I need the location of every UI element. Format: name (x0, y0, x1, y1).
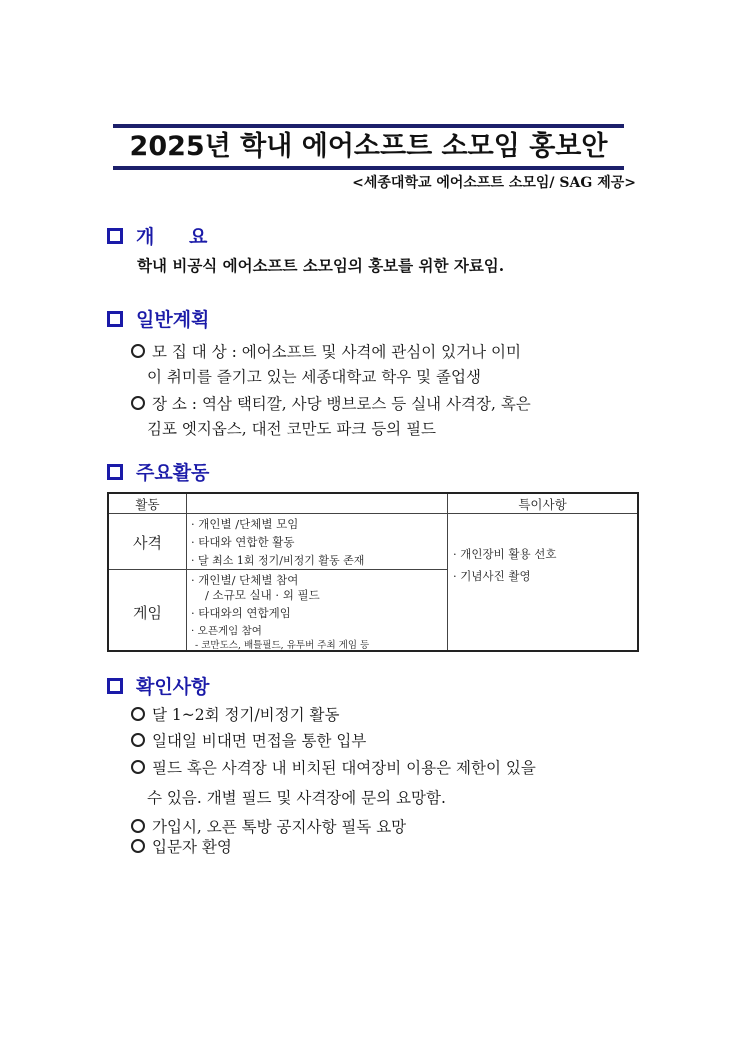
item-text: 가입시, 오픈 톡방 공지사항 필독 요망 (152, 818, 407, 836)
section-main-activities-heading (107, 458, 209, 485)
section-title: 주요활동 (136, 462, 210, 484)
document-subtitle: <세종대학교 에어소프트 소모임/ SAG 제공> (352, 175, 636, 191)
hollow-circle-bullet-icon (131, 819, 145, 833)
table-cell-detail: · 개인별/ 단체별 참여 (191, 573, 299, 587)
item-text: 장 소 : 역삼 택티깔, 사당 뱅브로스 등 실내 사격장, 혹은 (152, 395, 531, 413)
hollow-circle-bullet-icon (131, 733, 145, 747)
item-text: 필드 혹은 사격장 내 비치된 대여장비 이용은 제한이 있을 (152, 759, 536, 777)
item-text: 달 1~2회 정기/비정기 활동 (152, 706, 340, 724)
list-item (131, 340, 521, 364)
item-text: 모 집 대 상 : 에어소프트 및 사격에 관심이 있거나 이미 (152, 343, 521, 361)
table-row-label: 게임 (133, 604, 162, 622)
table-cell-detail: - 코만도스, 배틀필드, 유투버 주최 게임 등 (195, 640, 370, 651)
item-text: 입문자 환영 (152, 838, 232, 856)
activities-table (107, 492, 639, 652)
table-cell-note: · 개인장비 활용 선호 (453, 547, 557, 561)
overview-body: 학내 비공식 에어소프트 소모임의 홍보를 위한 자료임. (137, 256, 505, 275)
section-checklist-heading (107, 672, 209, 699)
hollow-square-icon (107, 678, 123, 694)
table-row-label: 사격 (133, 534, 162, 552)
item-text: 일대일 비대면 면접을 통한 입부 (152, 732, 367, 750)
section-title: 일반계획 (136, 309, 210, 331)
hollow-circle-bullet-icon (131, 344, 145, 358)
section-general-plan-heading (107, 305, 209, 332)
list-item-continuation: 수 있음. 개별 필드 및 사격장에 문의 요망함. (147, 789, 446, 807)
hollow-circle-bullet-icon (131, 707, 145, 721)
table-cell-detail: · 달 최소 1회 정기/비정기 활동 존재 (191, 554, 365, 567)
hollow-square-icon (107, 464, 123, 480)
row-divider (109, 569, 448, 570)
section-overview-heading (107, 222, 221, 249)
hollow-circle-bullet-icon (131, 839, 145, 853)
list-item (131, 756, 536, 780)
header-divider (109, 513, 637, 514)
table-cell-detail: · 오픈게임 참여 (191, 625, 262, 637)
table-cell-note: · 기념사진 촬영 (453, 569, 531, 583)
hollow-square-icon (107, 311, 123, 327)
list-item (131, 703, 339, 727)
list-item (131, 729, 366, 753)
table-header-notes: 특이사항 (518, 497, 567, 512)
list-item-continuation: 이 취미를 즐기고 있는 세종대학교 학우 및 졸업생 (147, 368, 481, 386)
list-item (131, 835, 232, 859)
table-cell-detail: / 소규모 실내 · 외 필드 (205, 588, 320, 602)
column-divider (186, 494, 187, 650)
list-item (131, 392, 531, 416)
table-header-activity: 활동 (135, 497, 160, 512)
hollow-circle-bullet-icon (131, 396, 145, 410)
document-title: 2025년 학내 에어소프트 소모임 홍보안 (129, 131, 608, 162)
section-title: 확인사항 (136, 676, 210, 698)
column-divider (447, 494, 448, 650)
section-title: 개 요 (136, 226, 222, 248)
list-item-continuation: 김포 엣지옵스, 대전 코만도 파크 등의 필드 (147, 420, 437, 438)
table-cell-detail: · 타대와의 연합게임 (191, 606, 291, 620)
hollow-circle-bullet-icon (131, 760, 145, 774)
title-bottom-rule (113, 166, 624, 170)
hollow-square-icon (107, 228, 123, 244)
table-cell-detail: · 개인별 /단체별 모임 (191, 517, 299, 531)
table-cell-detail: · 타대와 연합한 활동 (191, 535, 295, 549)
